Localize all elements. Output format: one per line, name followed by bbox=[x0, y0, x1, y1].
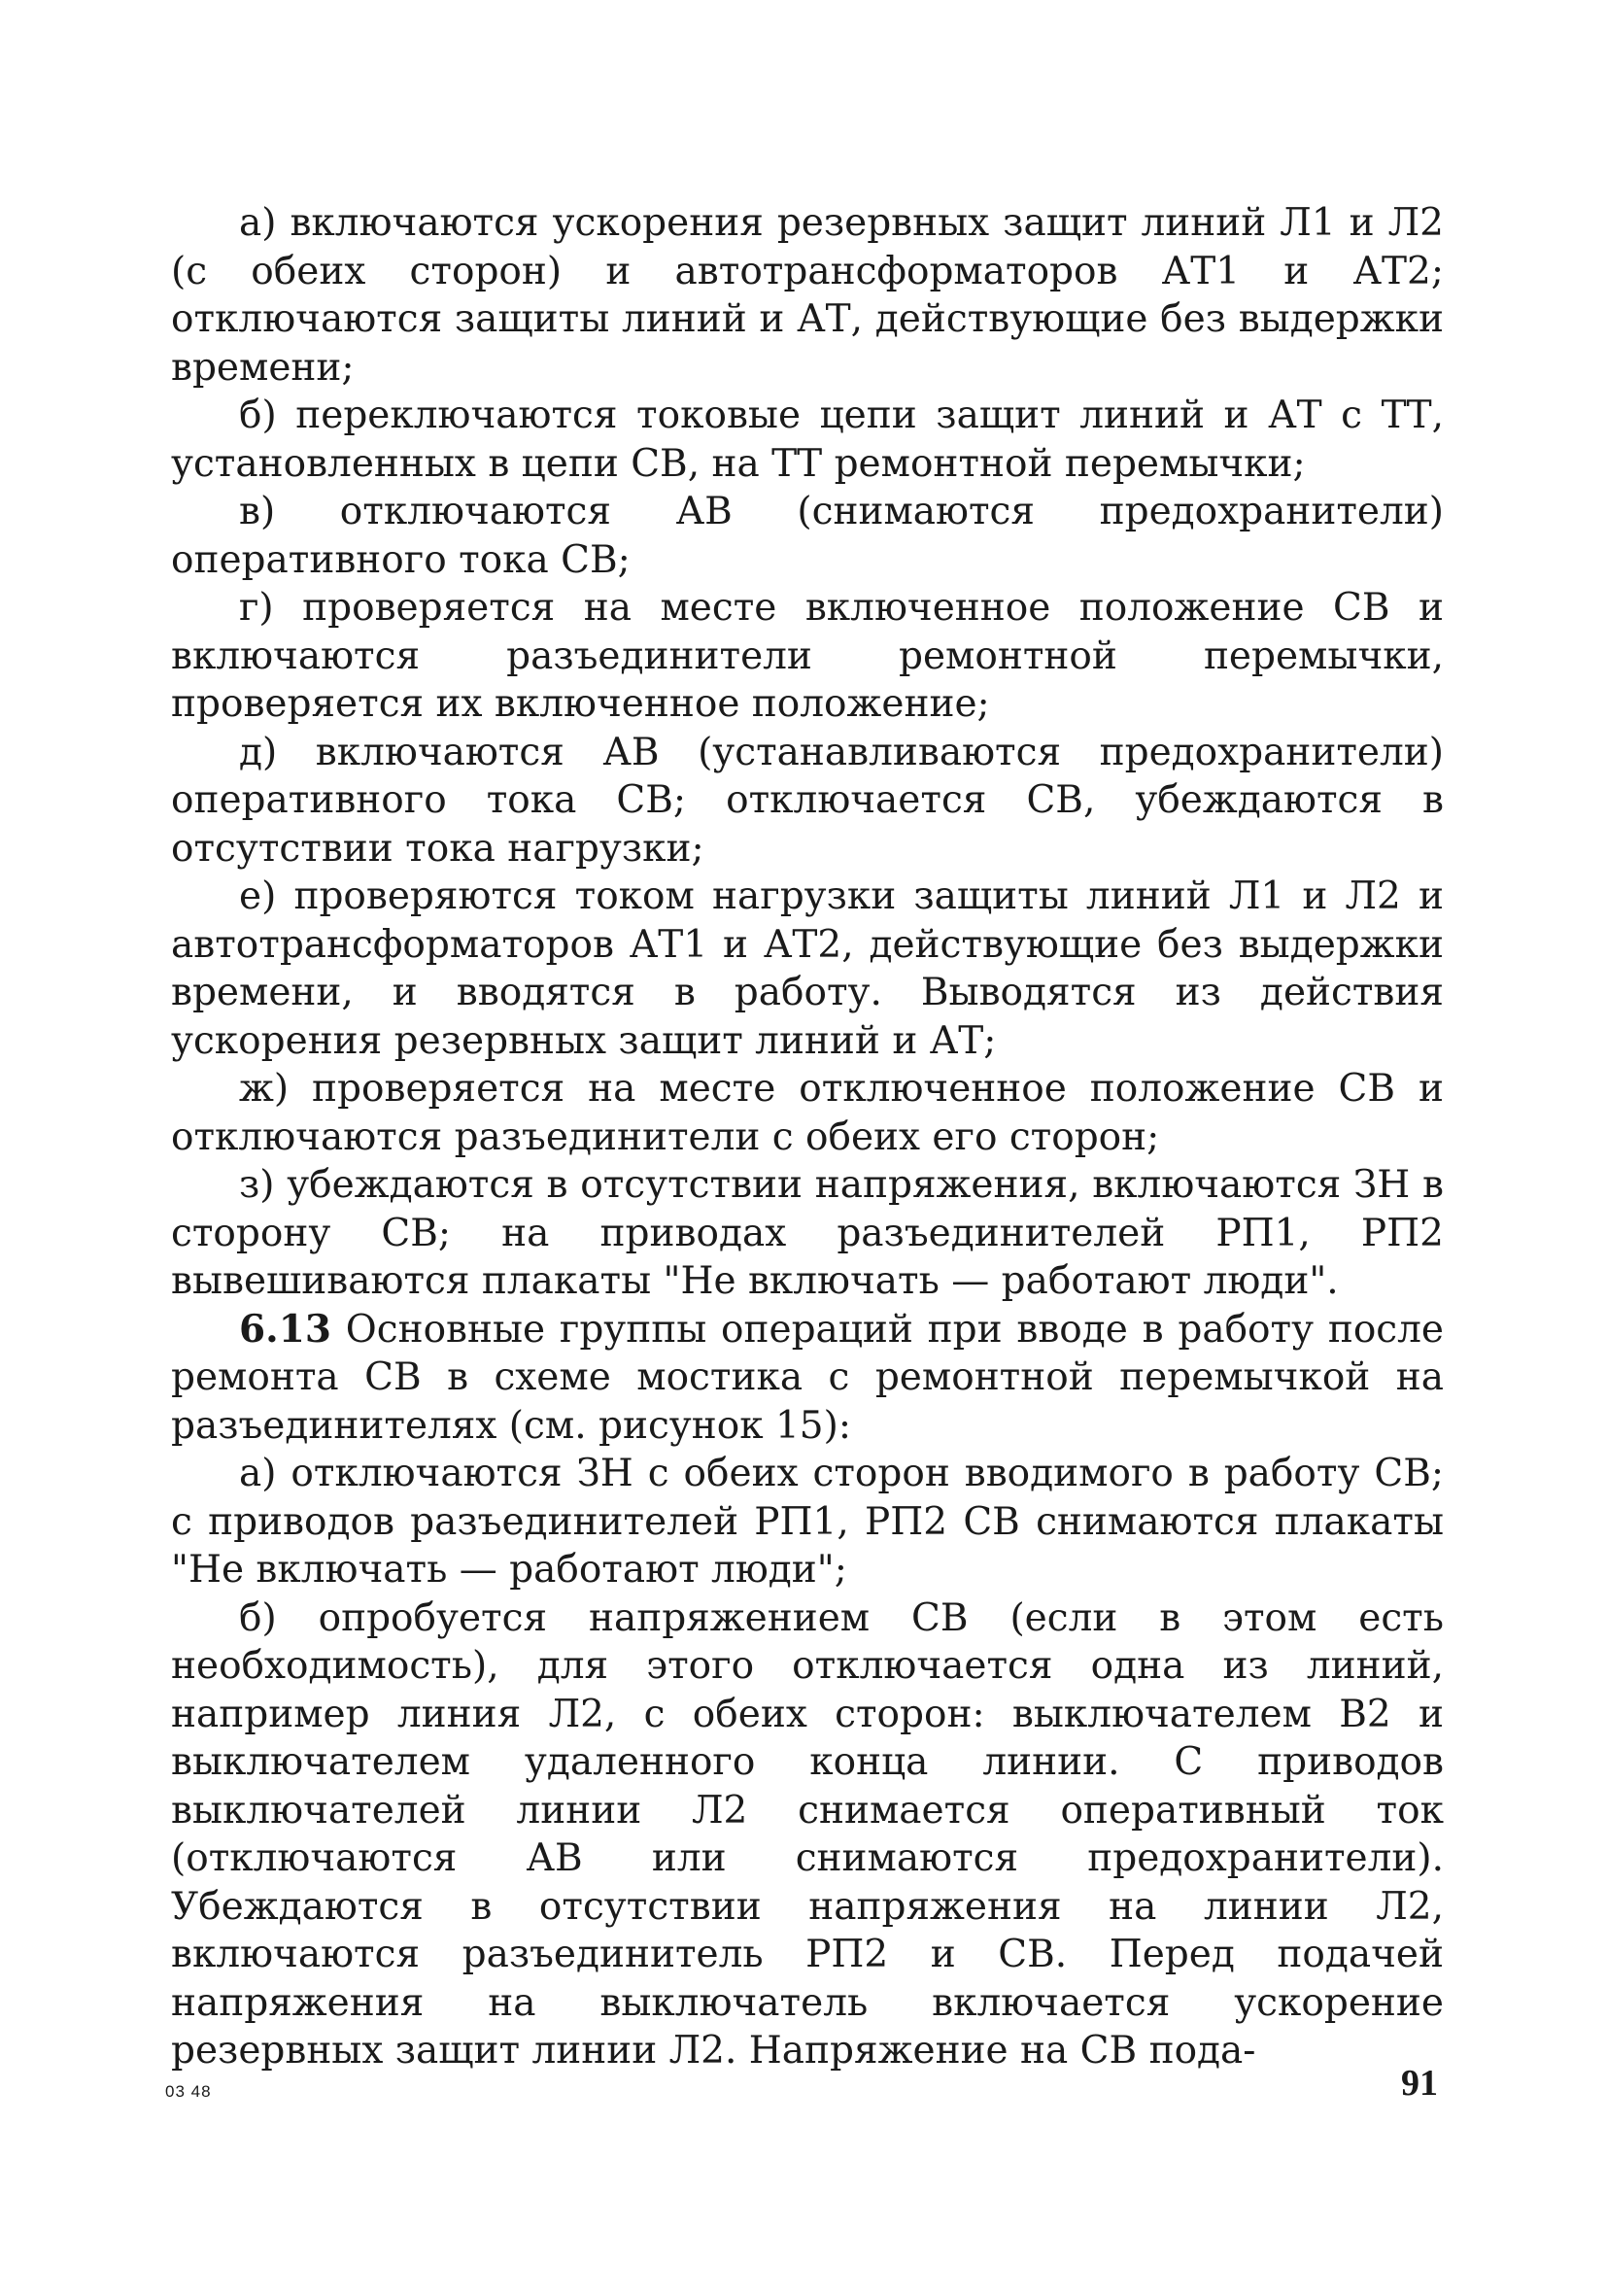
paragraph-text: з) убеждаются в отсутствии напряжения, включаются ЗН в сторону СВ; на приводах разъединителей РП1, РП2 вывешиваются плакаты "Не включать — работают люди". bbox=[171, 1163, 1444, 1303]
list-item bbox=[171, 1594, 1444, 2075]
list-item bbox=[171, 199, 1444, 392]
list-item bbox=[171, 1161, 1444, 1306]
list-item bbox=[171, 729, 1444, 874]
list-item bbox=[171, 1450, 1444, 1594]
list-item bbox=[171, 488, 1444, 584]
paragraph-text: б) переключаются токовые цепи защит линий и АТ с ТТ, установленных в цепи СВ, на ТТ ремонтной перемычки; bbox=[171, 394, 1444, 486]
list-item bbox=[171, 584, 1444, 729]
list-item bbox=[171, 392, 1444, 488]
paragraph-text: г) проверяется на месте включенное положение СВ и включаются разъединители ремонтной перемычки, проверяется их включенное положение; bbox=[171, 586, 1444, 726]
section-number: 6.13 bbox=[239, 1306, 331, 1352]
paragraph-text: е) проверяются током нагрузки защиты линий Л1 и Л2 и автотрансформаторов АТ1 и АТ2, действующие без выдержки времени, и вводятся в работу. Выводятся из действия ускорения резервных защит линий и АТ; bbox=[171, 874, 1444, 1063]
section-paragraph bbox=[171, 1306, 1444, 1451]
paragraph-text: Основные группы операций при вводе в работу после ремонта СВ в схеме мостика с ремонтной перемычкой на разъединителях (см. рисунок 15): bbox=[171, 1307, 1444, 1448]
paragraph-text: ж) проверяется на месте отключенное положение СВ и отключаются разъединители с обеих его сторон; bbox=[171, 1067, 1444, 1159]
paragraph-text: а) включаются ускорения резервных защит линий Л1 и Л2 (с обеих сторон) и автотрансформаторов АТ1 и АТ2; отключаются защиты линий и АТ, действующие без выдержки времени; bbox=[171, 201, 1444, 390]
list-item bbox=[171, 1065, 1444, 1161]
page-number: 91 bbox=[1401, 2063, 1438, 2104]
paragraph-text: в) отключаются АВ (снимаются предохранители) оперативного тока СВ; bbox=[171, 490, 1444, 582]
paragraph-text: б) опробуется напряжением СВ (если в этом есть необходимость), для этого отключается одна из линий, например линия Л2, с обеих сторон: выключателем В2 и выключателем удаленного конца линии. С приводов выключателей линии Л2 снимается оперативный ток (отключаются АВ или снимаются предохранители). Убеждаются в отсутствии напряжения на линии Л2, включаются разъединитель РП2 и СВ. Перед подачей напряжения на выключатель включается ускорение резервных защит линии Л2. Напряжение на СВ пода- bbox=[171, 1595, 1444, 2073]
paragraph-text: а) отключаются ЗН с обеих сторон вводимого в работу СВ; с приводов разъединителей РП1, РП2 СВ снимаются плакаты "Не включать — работают люди"; bbox=[171, 1452, 1444, 1592]
page-body bbox=[171, 199, 1444, 2075]
list-item bbox=[171, 873, 1444, 1065]
footer-code: 03 48 bbox=[165, 2082, 212, 2101]
paragraph-text: д) включаются АВ (устанавливаются предохранители) оперативного тока СВ; отключается СВ, убеждаются в отсутствии тока нагрузки; bbox=[171, 730, 1444, 871]
